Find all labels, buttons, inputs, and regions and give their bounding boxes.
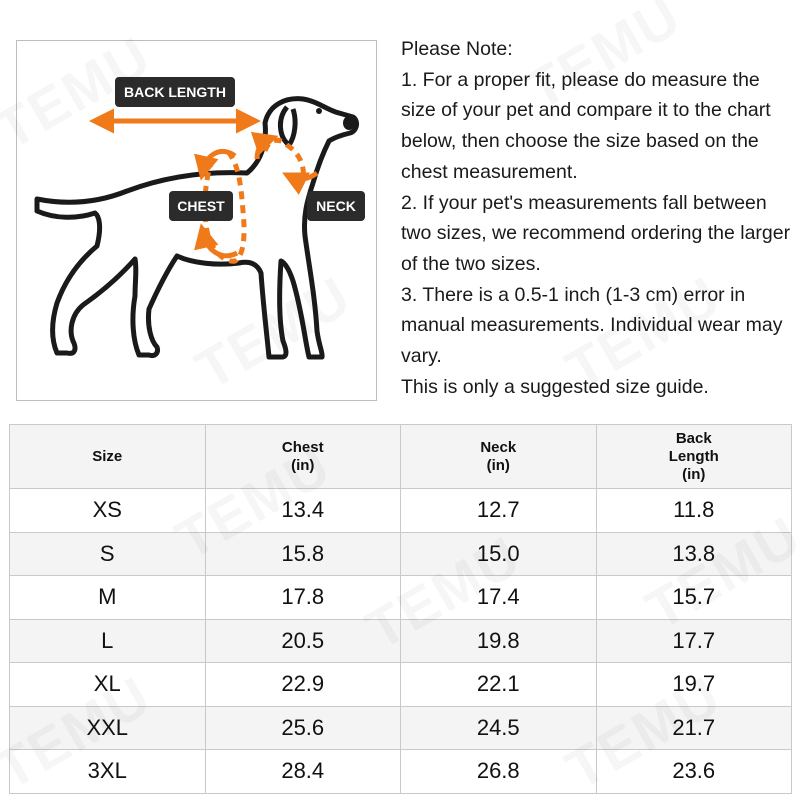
note-heading: Please Note: <box>401 38 513 60</box>
back-length-label <box>115 77 235 107</box>
cell-chest: 22.9 <box>205 663 401 707</box>
header-chest: Chest (in) <box>205 425 401 489</box>
table-row <box>10 489 792 533</box>
cell-back-length: 17.7 <box>596 619 792 663</box>
size-note <box>401 34 796 402</box>
cell-size: M <box>10 576 206 620</box>
cell-neck: 24.5 <box>401 706 597 750</box>
cell-neck: 15.0 <box>401 532 597 576</box>
cell-size: L <box>10 619 206 663</box>
cell-back-length: 23.6 <box>596 750 792 794</box>
cell-chest: 13.4 <box>205 489 401 533</box>
svg-text:CHEST: CHEST <box>177 198 225 214</box>
cell-back-length: 13.8 <box>596 532 792 576</box>
cell-size: S <box>10 532 206 576</box>
note-item: 1. For a proper fit, please do measure the size of your pet and compare it to the chart below, then choose the size based on the chest measurement. <box>401 68 771 183</box>
table-row <box>10 750 792 794</box>
dog-body-outline <box>37 99 357 357</box>
chest-label <box>169 191 233 221</box>
table-row <box>10 706 792 750</box>
dog-outline-icon <box>17 41 378 402</box>
svg-text:NECK: NECK <box>316 198 356 214</box>
curved-arrow-icon <box>203 233 237 256</box>
curved-arrow-icon <box>203 151 235 171</box>
header-back-length: Back Length (in) <box>596 425 792 489</box>
cell-chest: 28.4 <box>205 750 401 794</box>
cell-chest: 20.5 <box>205 619 401 663</box>
cell-back-length: 11.8 <box>596 489 792 533</box>
header-neck: Neck (in) <box>401 425 597 489</box>
cell-neck: 19.8 <box>401 619 597 663</box>
cell-back-length: 21.7 <box>596 706 792 750</box>
cell-chest: 15.8 <box>205 532 401 576</box>
cell-chest: 17.8 <box>205 576 401 620</box>
measurement-diagram <box>16 40 377 401</box>
cell-size: XS <box>10 489 206 533</box>
cell-back-length: 19.7 <box>596 663 792 707</box>
cell-back-length: 15.7 <box>596 576 792 620</box>
table-row <box>10 619 792 663</box>
cell-size: XXL <box>10 706 206 750</box>
cell-size: XL <box>10 663 206 707</box>
table-row <box>10 576 792 620</box>
table-header-row <box>10 425 792 489</box>
note-item: 3. There is a 0.5-1 inch (1-3 cm) error in manual measurements. Individual wear may vary. <box>401 283 783 368</box>
svg-text:BACK LENGTH: BACK LENGTH <box>124 84 226 100</box>
table-row <box>10 663 792 707</box>
table-row <box>10 532 792 576</box>
cell-neck: 12.7 <box>401 489 597 533</box>
neck-label <box>307 191 365 221</box>
header-size: Size <box>10 425 206 489</box>
size-chart-table <box>9 424 792 794</box>
cell-size: 3XL <box>10 750 206 794</box>
note-item: 2. If your pet's measurements fall between two sizes, we recommend ordering the larger of the two sizes. <box>401 191 791 275</box>
cell-neck: 17.4 <box>401 576 597 620</box>
note-footer: This is only a suggested size guide. <box>401 375 709 398</box>
neck-measure-loop <box>265 140 303 179</box>
cell-neck: 22.1 <box>401 663 597 707</box>
cell-chest: 25.6 <box>205 706 401 750</box>
cell-neck: 26.8 <box>401 750 597 794</box>
